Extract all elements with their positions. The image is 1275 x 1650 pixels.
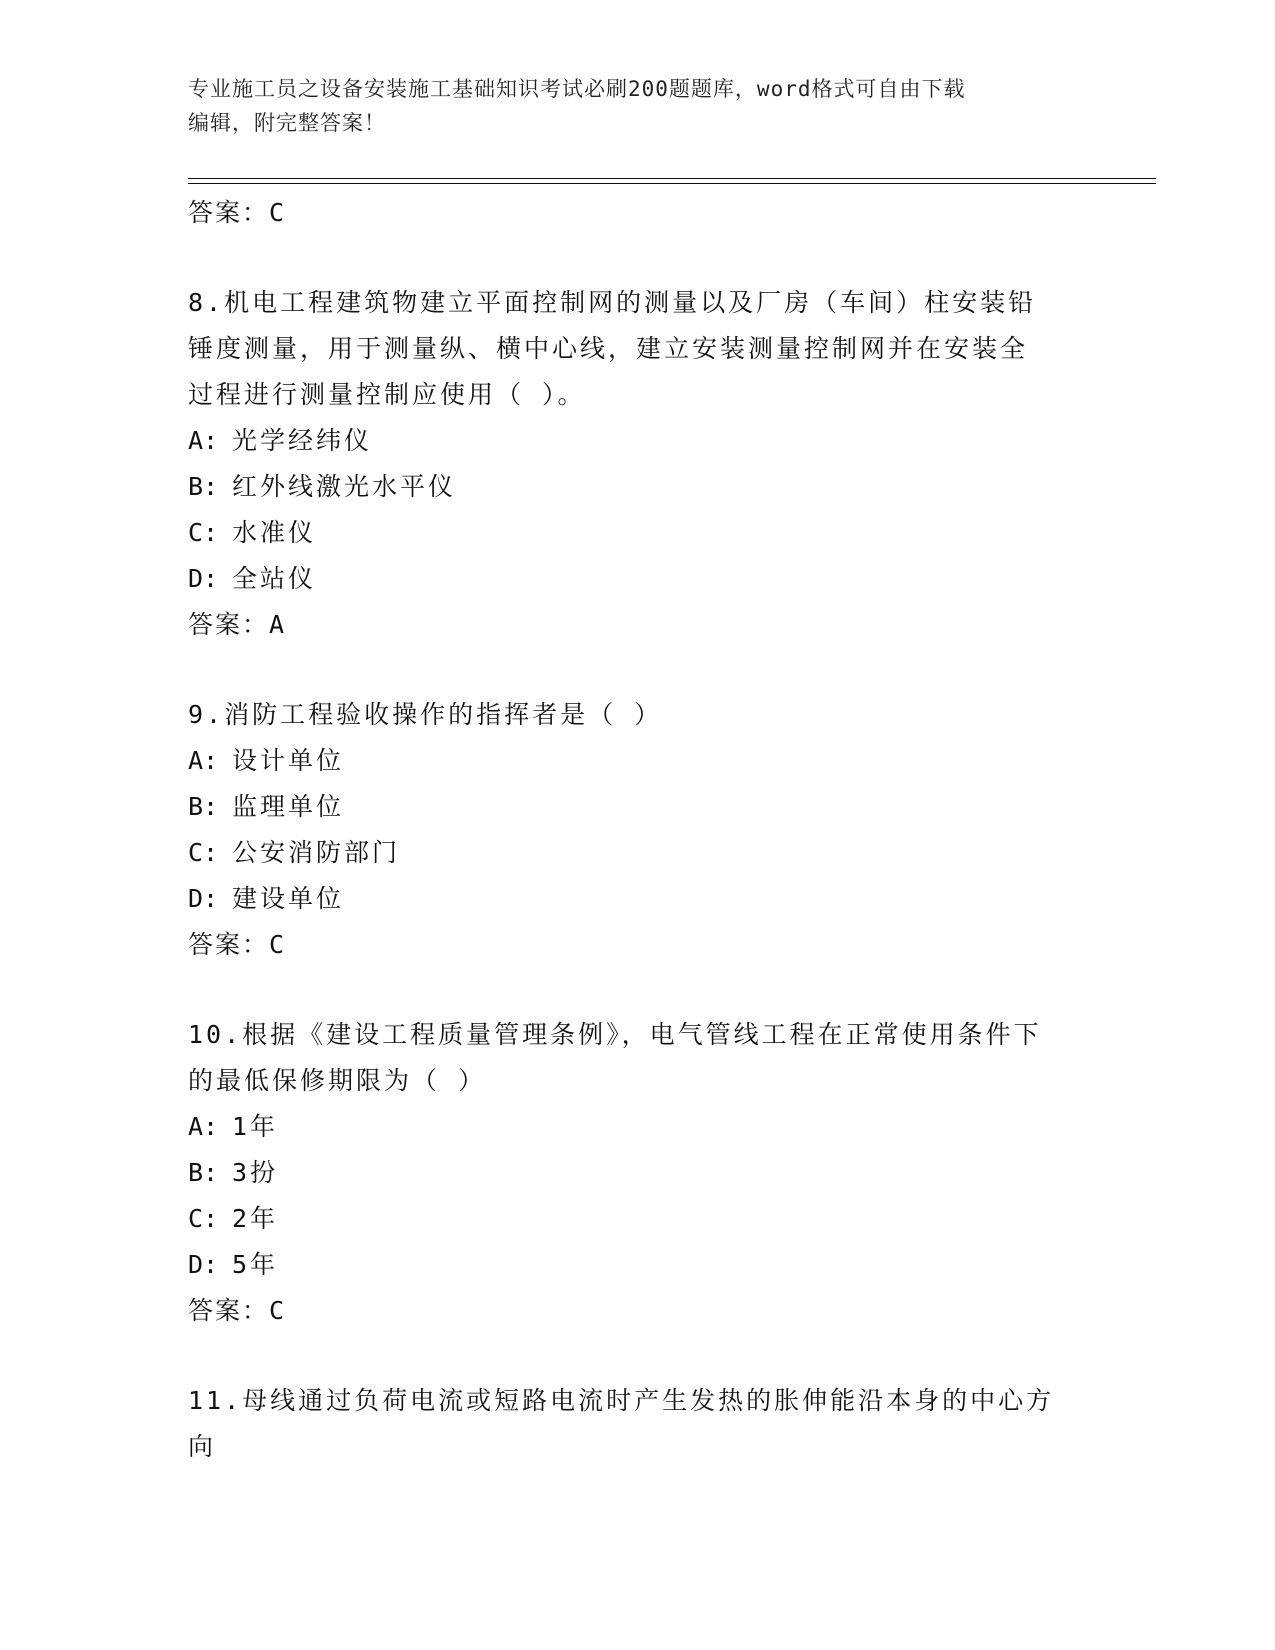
option-text: 红外线激光水平仪 (232, 472, 457, 501)
question-8 (188, 280, 1088, 648)
question-list (188, 190, 1088, 1470)
option-letter: B: (188, 792, 219, 821)
question-text-line: 的最低保修期限为（ ） (188, 1066, 487, 1095)
option-text: 5年 (232, 1250, 279, 1279)
option-text: 公安消防部门 (232, 838, 401, 867)
option-text: 光学经纬仪 (232, 426, 373, 455)
option-letter: A: (188, 426, 219, 455)
option-d (188, 1242, 1088, 1288)
option-text: 监理单位 (232, 792, 345, 821)
question-text-line: 锤度测量，用于测量纵、横中心线，建立安装测量控制网并在安装全 (188, 334, 1029, 363)
question-9 (188, 692, 1088, 968)
header-title-line-1: 专业施工员之设备安装施工基础知识考试必刷200题题库，word格式可自由下载 (188, 77, 966, 101)
option-letter: C: (188, 1204, 219, 1233)
option-letter: C: (188, 838, 219, 867)
option-text: 水准仪 (232, 518, 317, 547)
question-text-line: 8.机电工程建筑物建立平面控制网的测量以及厂房（车间）柱安装铅 (188, 288, 1037, 317)
option-text: 全站仪 (232, 564, 317, 593)
option-letter: A: (188, 746, 219, 775)
option-letter: B: (188, 1158, 219, 1187)
answer-line: 答案：A (188, 610, 287, 639)
question-text-line: 向 (188, 1432, 217, 1461)
option-d (188, 556, 1088, 602)
option-c (188, 830, 1088, 876)
document-header (188, 72, 1068, 140)
previous-answer: 答案：C (188, 198, 287, 227)
option-letter: D: (188, 564, 219, 593)
option-text: 2年 (232, 1204, 279, 1233)
option-a (188, 418, 1088, 464)
option-b (188, 464, 1088, 510)
option-letter: D: (188, 884, 219, 913)
option-letter: C: (188, 518, 219, 547)
option-d (188, 876, 1088, 922)
option-c (188, 510, 1088, 556)
question-text-line: 11.母线通过负荷电流或短路电流时产生发热的胀伸能沿本身的中心方 (188, 1386, 1055, 1415)
answer-line: 答案：C (188, 1296, 287, 1325)
header-title-line-2: 编辑，附完整答案！ (188, 111, 386, 135)
question-11 (188, 1378, 1088, 1470)
question-text-line: 过程进行测量控制应使用（ ）。 (188, 380, 586, 409)
option-text: 建设单位 (232, 884, 345, 913)
option-a (188, 1104, 1088, 1150)
option-letter: D: (188, 1250, 219, 1279)
header-divider-top (188, 178, 1156, 179)
option-c (188, 1196, 1088, 1242)
question-10 (188, 1012, 1088, 1334)
question-text-line: 10.根据《建设工程质量管理条例》，电气管线工程在正常使用条件下 (188, 1020, 1042, 1049)
option-b (188, 1150, 1088, 1196)
option-letter: B: (188, 472, 219, 501)
option-text: 3扮 (232, 1158, 279, 1187)
option-letter: A: (188, 1112, 219, 1141)
option-a (188, 738, 1088, 784)
option-b (188, 784, 1088, 830)
option-text: 1年 (232, 1112, 279, 1141)
header-divider-bottom (188, 183, 1156, 184)
question-text-line: 9.消防工程验收操作的指挥者是（ ） (188, 700, 663, 729)
answer-line: 答案：C (188, 930, 287, 959)
option-text: 设计单位 (232, 746, 345, 775)
